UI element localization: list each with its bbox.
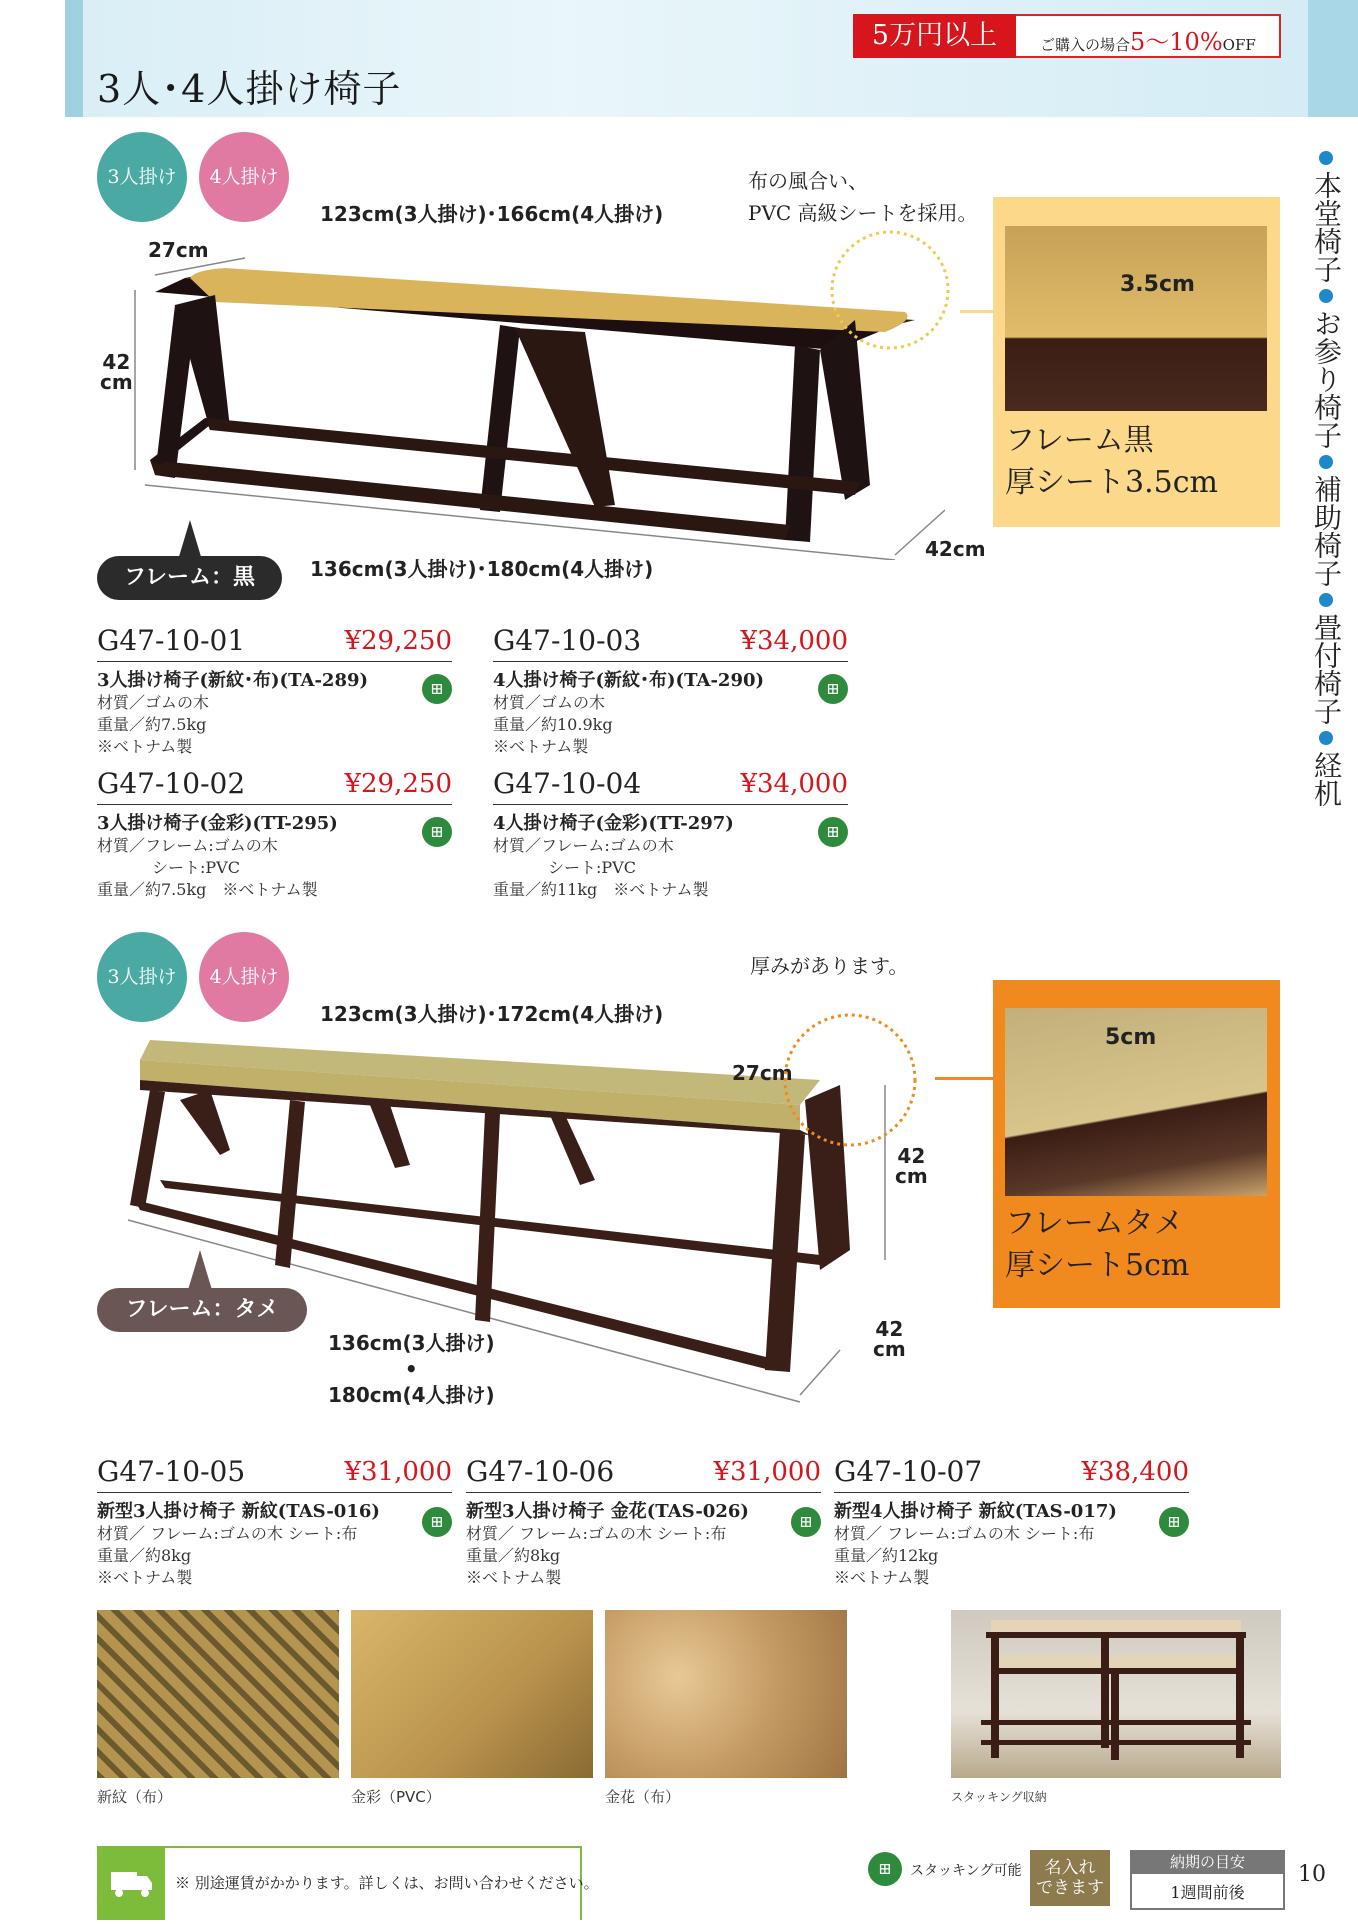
swatch-caption: 金彩（PVC） [351,1788,441,1806]
product-price: ¥31,000 [344,1457,452,1487]
name-engraving-badge: 名入れ できます [1030,1850,1110,1906]
product-detail: 材質／ フレーム:ゴムの木 シート:布 [466,1524,727,1543]
product-detail: 重量／約11kg ※ベトナム製 [493,880,709,899]
product-detail: シート:PVC [152,858,240,877]
feature-note-1: 布の風合い、 PVC 高級シートを採用。 [748,169,978,225]
product-detail: ※ベトナム製 [466,1568,562,1587]
nav-dot [1319,289,1333,303]
divider [97,804,452,805]
page-number: 10 [1298,1862,1326,1887]
zoom-circle-1 [790,220,960,350]
tag-3seat: 3人掛け [97,932,187,1022]
dim-seat-depth: 27cm [148,238,209,262]
header-edge-right [1308,0,1358,117]
callout-connector-2 [935,1077,995,1080]
stacking-icon: ⊞ [791,1507,821,1537]
dim-base-depth: 42cm [925,537,986,561]
nav-dot [1319,593,1333,607]
product-G47-10-04 [493,767,848,901]
product-code: G47-10-03 [493,624,642,657]
divider [493,804,848,805]
stacking-icon: ⊞ [422,674,452,704]
swatch-caption: 金花（布） [605,1788,681,1806]
product-code: G47-10-02 [97,767,246,800]
stacking-icon: ⊞ [818,817,848,847]
nav-item[interactable]: 畳付椅子 [1310,613,1343,725]
divider [466,1492,821,1493]
product-code: G47-10-05 [97,1455,246,1488]
product-G47-10-01 [97,624,452,758]
product-name: 3人掛け椅子(金彩)(TT-295) [97,813,338,834]
promo-badge: 5万円以上 [853,14,1016,58]
product-G47-10-02 [97,767,452,901]
side-nav [1306,145,1346,807]
product-detail: 重量／約7.5kg ※ベトナム製 [97,880,318,899]
callout-thickness-2: 5cm [1105,1025,1157,1050]
product-detail: ※ベトナム製 [97,1568,193,1587]
callout-thickness-1: 3.5cm [1120,272,1195,297]
dim-width-top: 123cm(3人掛け)･172cm(4人掛け) [320,1002,664,1026]
stacking-icon: ⊞ [422,1507,452,1537]
nav-item[interactable]: 本堂椅子 [1310,171,1343,283]
frame-label-tame: フレーム：タメ [97,1288,307,1332]
product-detail: ※ベトナム製 [97,737,193,756]
product-name: 4人掛け椅子(新紋･布)(TA-290) [493,670,765,691]
feature-note-2: 厚みがあります。 [750,954,909,978]
nav-dot [1319,455,1333,469]
product-detail: 材質／ フレーム:ゴムの木 シート:布 [834,1524,1095,1543]
product-name: 新型3人掛け椅子 金花(TAS-026) [466,1501,749,1522]
product-price: ¥29,250 [344,626,452,656]
callout-photo-1 [1005,226,1267,411]
product-name: 新型4人掛け椅子 新紋(TAS-017) [834,1501,1117,1522]
product-detail: 材質／ゴムの木 [493,693,606,712]
dim-width-bottom: 136cm(3人掛け) • 180cm(4人掛け) [328,1331,495,1407]
truck-icon [97,1846,165,1920]
page-title: 3人･4人掛け椅子 [97,67,402,111]
dim-height: 42 cm [100,350,133,394]
callout-connector-1 [960,310,994,313]
product-detail: 材質／ フレーム:ゴムの木 シート:布 [97,1524,358,1543]
shipping-note: ※ 別途運賃がかかります。詳しくは、お問い合わせください。 [175,1874,599,1892]
product-code: G47-10-01 [97,624,246,657]
product-detail: ※ベトナム製 [834,1568,930,1587]
product-name: 3人掛け椅子(新紋･布)(TA-289) [97,670,369,691]
product-detail: 重量／約12kg [834,1546,939,1565]
header-edge-left [65,0,83,117]
stacking-icon: ⊞ [422,817,452,847]
tag-4seat: 4人掛け [199,132,289,222]
frame-label-pointer [188,1250,212,1290]
product-price: ¥31,000 [713,1457,821,1487]
nav-item[interactable]: 経机 [1310,751,1343,807]
nav-item[interactable]: 補助椅子 [1310,475,1343,587]
divider [493,661,848,662]
swatch-kinsai [351,1610,593,1778]
callout-text-2: フレームタメ 厚シート5cm [1005,1206,1190,1283]
product-code: G47-10-07 [834,1455,983,1488]
dim-height: 42 cm [895,1144,928,1188]
product-G47-10-07 [834,1455,1189,1589]
product-detail: 重量／約8kg [97,1546,192,1565]
swatch-shinmon [97,1610,339,1778]
product-G47-10-03 [493,624,848,758]
product-name: 新型3人掛け椅子 新紋(TAS-016) [97,1501,380,1522]
product-detail: ※ベトナム製 [493,737,589,756]
divider [97,661,452,662]
dim-base-depth: 42 cm [873,1317,906,1361]
dim-width-bottom: 136cm(3人掛け)･180cm(4人掛け) [310,557,654,581]
dim-seat-depth: 27cm [732,1061,793,1085]
dim-width-top: 123cm(3人掛け)･166cm(4人掛け) [320,202,664,226]
lead-time-label: 納期の目安 [1130,1850,1285,1874]
swatch-caption: スタッキング収納 [951,1790,1047,1804]
swatch-caption: 新紋（布） [97,1788,173,1806]
divider [834,1492,1189,1493]
product-detail: 材質／ゴムの木 [97,693,210,712]
stacked-bench-image [951,1610,1281,1778]
product-detail: 重量／約7.5kg [97,715,207,734]
nav-dot [1319,731,1333,745]
product-price: ¥38,400 [1081,1457,1189,1487]
frame-label-pointer [178,520,202,560]
product-price: ¥29,250 [344,769,452,799]
tag-4seat: 4人掛け [199,932,289,1022]
product-code: G47-10-04 [493,767,642,800]
product-G47-10-06 [466,1455,821,1589]
tag-3seat: 3人掛け [97,132,187,222]
product-price: ¥34,000 [740,626,848,656]
product-price: ¥34,000 [740,769,848,799]
zoom-circle-2 [760,990,940,1170]
product-detail: 重量／約10.9kg [493,715,613,734]
promo-discount: 5〜10% [1130,28,1223,56]
divider [97,1492,452,1493]
promo-text: ご購入の場合5〜10%OFF [1040,28,1256,56]
product-name: 4人掛け椅子(金彩)(TT-297) [493,813,734,834]
stacking-icon: ⊞ [868,1852,902,1886]
nav-item[interactable]: お参り椅子 [1310,309,1343,449]
product-detail: 材質／フレーム:ゴムの木 [97,836,278,855]
product-detail: 重量／約8kg [466,1546,561,1565]
product-detail: シート:PVC [548,858,636,877]
swatch-kinka [605,1610,847,1778]
nav-dot [1319,151,1333,165]
product-code: G47-10-06 [466,1455,615,1488]
stacking-legend: スタッキング可能 [910,1863,1022,1879]
callout-text-1: フレーム黒 厚シート3.5cm [1005,423,1218,500]
lead-time-value: 1週間前後 [1170,1883,1245,1902]
product-detail: 材質／フレーム:ゴムの木 [493,836,674,855]
frame-label-black: フレーム：黒 [97,556,282,600]
stacking-icon: ⊞ [1159,1507,1189,1537]
product-G47-10-05 [97,1455,452,1589]
stacking-icon: ⊞ [818,674,848,704]
photo-stacking [951,1610,1281,1778]
